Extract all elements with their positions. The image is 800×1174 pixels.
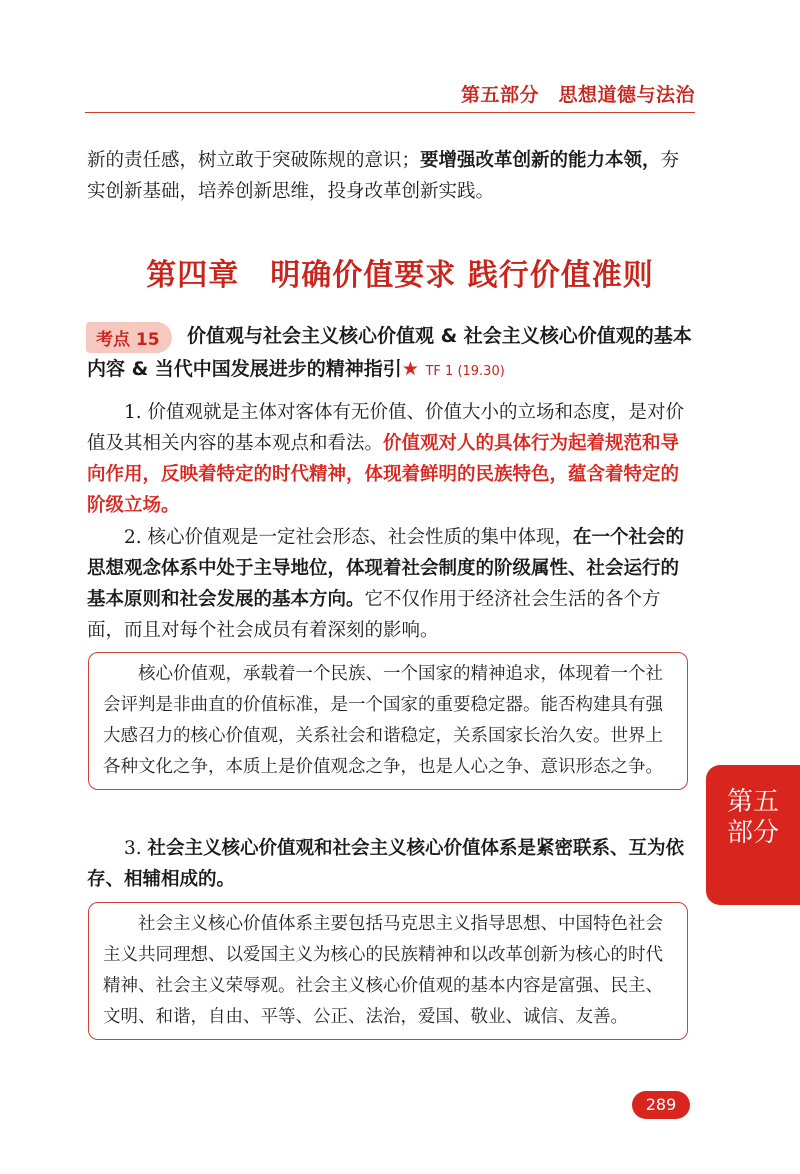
p1-red-text: 价值观对人的具体行为起着规范和导向作用，反映着特定的时代精神，体现着鲜明的民族特色，蕴含着特定的阶级立场。: [87, 433, 680, 516]
intro-text-2: 夯实创新基础，培养创新思维，投身改革创新实践。: [87, 150, 680, 202]
side-tab-line-1: 第五: [726, 787, 779, 817]
page-number: 289: [632, 1091, 690, 1119]
part-side-tab: [706, 765, 800, 905]
kaodian-heading: [87, 320, 697, 388]
paragraph-2: [87, 522, 693, 646]
p2-bold-text: 在一个社会的思想观念体系中处于主导地位，体现着社会制度的阶级属性、社会运行的基本原则和社会发展的基本方向。: [87, 527, 685, 610]
paragraph-1: [87, 397, 693, 521]
intro-bold: 要增强改革创新的能力本领，: [420, 150, 661, 171]
paragraph-3: [87, 833, 693, 895]
tf-tag: TF 1 (19.30): [425, 364, 505, 379]
p3-bold-text: 社会主义核心价值观和社会主义核心价值体系是紧密联系、互为依存、相辅相成的。: [87, 838, 685, 890]
intro-text-1: 新的责任感，树立敢于突破陈规的意识；: [87, 150, 421, 171]
p2-text-1: 2. 核心价值观是一定社会形态、社会性质的集中体现，: [124, 527, 574, 548]
side-tab-line-2: 部分: [726, 818, 779, 848]
header-title: 第五部分 思想道德与法治: [460, 84, 695, 106]
running-header: [85, 78, 695, 113]
p3-num: 3.: [124, 838, 148, 859]
star-icon: ★: [401, 358, 419, 380]
p1-text: 1. 价值观就是主体对客体有无价值、价值大小的立场和态度，是对价值及其相关内容的基本观点和看法。: [87, 402, 685, 454]
intro-paragraph: [87, 145, 693, 207]
note-box-2: [88, 902, 688, 1040]
note-box-1: [88, 652, 688, 790]
kaodian-title: 价值观与社会主义核心价值观 & 社会主义核心价值观的基本内容 & 当代中国发展进步的精神指引: [87, 325, 692, 380]
note-box-1-text: 核心价值观，承载着一个民族、一个国家的精神追求，体现着一个社会评判是非曲直的价值标准，是一个国家的重要稳定器。能否构建具有强大感召力的核心价值观，关系社会和谐稳定，关系国家长治久安。世界上各种文化之争，本质上是价值观念之争，也是人心之争、意识形态之争。: [103, 664, 663, 777]
kaodian-badge: 考点 15: [86, 322, 172, 353]
chapter-title: 第四章 明确价值要求 践行价值准则: [146, 258, 654, 293]
p2-text-2: 它不仅作用于经济社会生活的各个方面，而且对每个社会成员有着深刻的影响。: [87, 589, 661, 641]
note-box-2-text: 社会主义核心价值体系主要包括马克思主义指导思想、中国特色社会主义共同理想、以爱国主义为核心的民族精神和以改革创新为核心的时代精神、社会主义荣辱观。社会主义核心价值观的基本内容是富强、民主、文明、和谐，自由、平等、公正、法治，爱国、敬业、诚信、友善。: [103, 914, 663, 1027]
